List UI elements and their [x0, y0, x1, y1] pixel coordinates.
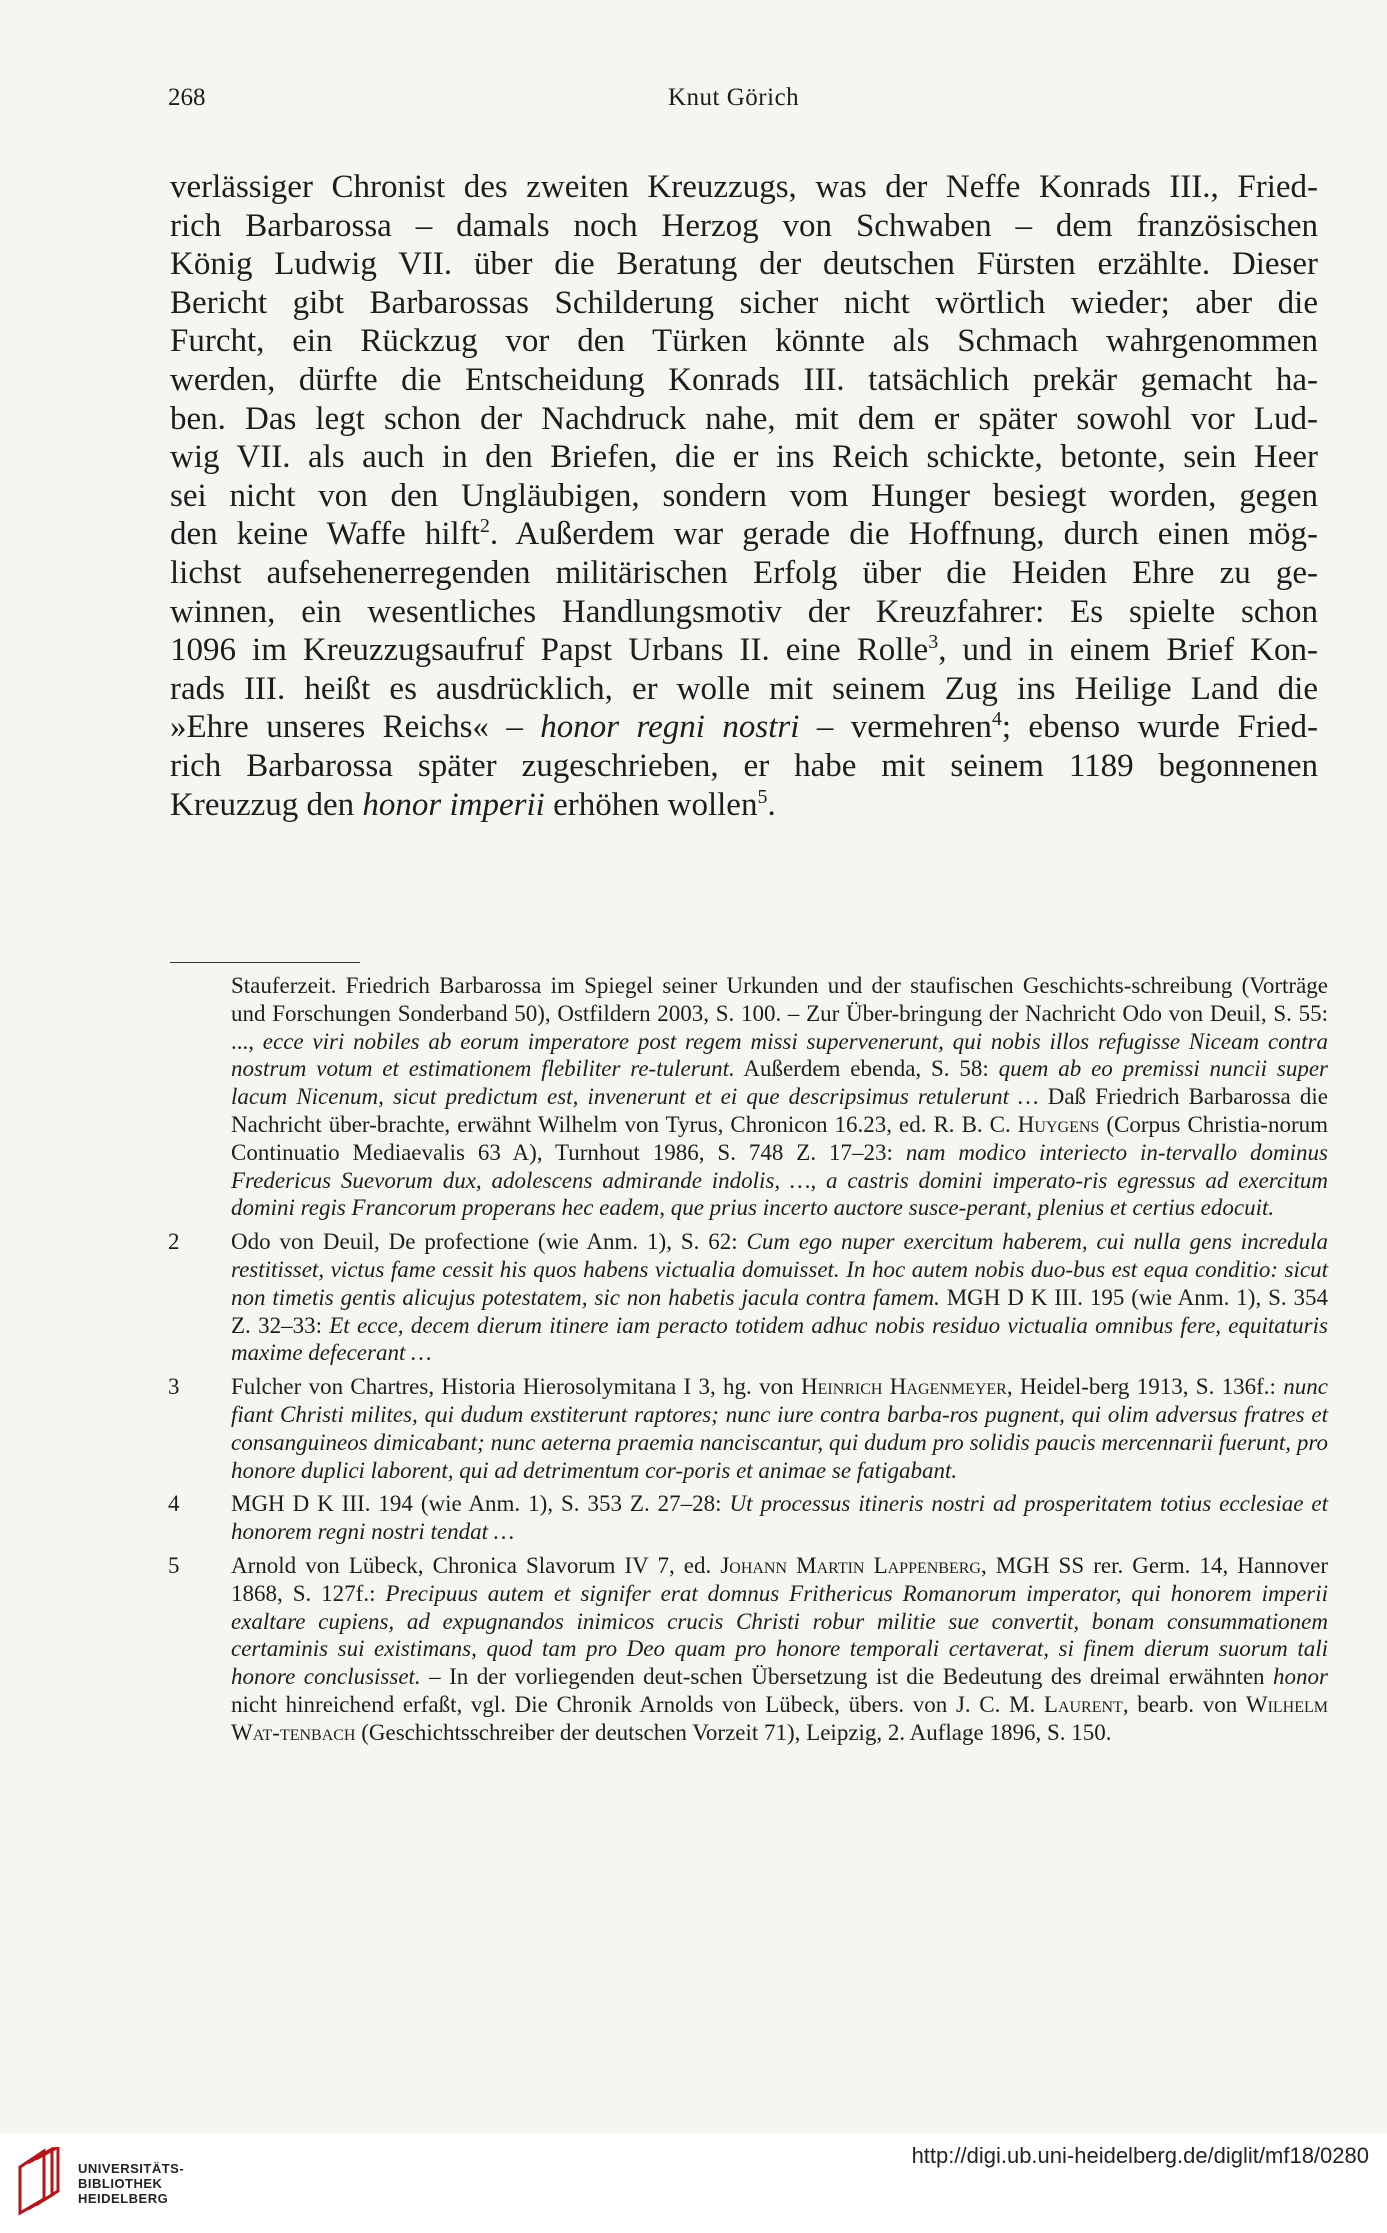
- text-run: den keine Waffe hilft: [170, 516, 480, 553]
- footnote-ref-3[interactable]: 3: [928, 631, 939, 654]
- note-text: – In der vorliegenden deut-schen Übersetzung ist die Bedeutung des dreimal erwähnten: [420, 1664, 1274, 1690]
- text-run: »Ehre unseres Reichs« –: [170, 709, 541, 746]
- text-run: Kreuzzug den: [170, 786, 363, 823]
- text-line: Furcht, ein Rückzug vor den Türken könnte als Schmach wahrgenommen: [170, 323, 1318, 360]
- footnote-number: 2: [168, 1229, 180, 1255]
- note-text: (Geschichtsschreiber der deutschen Vorzeit 71), Leipzig, 2. Auflage 1896, S. 150.: [355, 1719, 1112, 1745]
- note-text: , Heidel-berg 1913, S. 136f.:: [1006, 1374, 1284, 1400]
- note-quote: nam modico interiecto in-tervallo dominus Fredericus Suevorum dux, adolescens admirande indolis, …, a castris domini imperato-ris egressus ad exercitum domini regis Francorum properans hec eadem, que prius incerto auctore susce-perant, plenius et certius edocuit.: [231, 1139, 1328, 1221]
- note-quote: Et ecce, decem dierum itinere iam peracto totidem adhuc nobis residuo victualia omnibus fere, equitaturis maxime defecerant …: [231, 1312, 1328, 1366]
- footnote-ref-5[interactable]: 5: [757, 785, 768, 808]
- note-quote: ecce viri nobiles ab eorum imperatore post regem missi supervenerunt, qui nobis illos refugisse Niceam contra nostrum votum et estimationem flebiliter re-tulerunt.: [231, 1028, 1328, 1082]
- text-line: verlässiger Chronist des zweiten Kreuzzugs, was der Neffe Konrads III., Fried-: [170, 169, 1318, 205]
- note-text: , bearb. von: [1122, 1691, 1246, 1717]
- text-line: [170, 515, 1318, 554]
- note-quote: honor: [1273, 1664, 1328, 1690]
- note-editor: Wilhelm Wat-tenbach: [231, 1691, 1328, 1745]
- note-text: Fulcher von Chartres, Historia Hierosolymitana I 3, hg. von: [231, 1374, 801, 1400]
- note-editor: Huygens: [1017, 1111, 1100, 1137]
- note-quote: Cum ego nuper exercitum haberem, cui nulla gens incredula restitisset, victus fame cessit his quos habens victualia domuisset. In hoc autem nobis duo-bus est equa conditio: sicut non timetis gentis alicujus potestatem, sic non habetis jacula contra famem.: [231, 1229, 1328, 1310]
- page-number: 268: [168, 84, 206, 111]
- text-line: werden, dürfte die Entscheidung Konrads III. tatsächlich prekär gemacht ha-: [170, 361, 1318, 398]
- footnote-5: [168, 1552, 1328, 1747]
- footer-bar: [0, 2133, 1387, 2233]
- note-quote: quem ab eo premissi nuncii super lacum Nicenum, sicut predictum est, invenerunt et ei que descripsimus retulerunt …: [231, 1056, 1328, 1110]
- note-text: Stauferzeit. Friedrich Barbarossa im Spiegel seiner Urkunden und der staufischen Geschichts-schreibung (Vorträge und Forschungen Sonderband 50), Ostfildern 2003, S. 100. – Zur Über-bringung der Nachricht Odo von Deuil, S. 55: ...,: [231, 973, 1328, 1054]
- library-name-line: UNIVERSITÄTS-: [78, 2161, 185, 2176]
- note-text: , MGH SS rer. Germ. 14, Hannover 1868, S. 127f.:: [231, 1552, 1328, 1606]
- text-run: , und in einem Brief Kon-: [938, 632, 1318, 669]
- note-editor: Laurent: [1043, 1691, 1123, 1717]
- text-line: rich Barbarossa später zugeschrieben, er habe mit seinem 1189 begonnenen: [170, 747, 1318, 784]
- text-run: 1096 im Kreuzzugsaufruf Papst Urbans II. eine Rolle: [170, 632, 929, 669]
- text-line: wig VII. als auch in den Briefen, die er ins Reich schickte, betonte, sein Heer: [170, 439, 1318, 476]
- text-line: rads III. heißt es ausdrücklich, er wolle mit seinem Zug ins Heilige Land die: [170, 670, 1318, 707]
- text-line: [170, 786, 1318, 825]
- main-text: [170, 168, 1318, 824]
- footnote-4: [168, 1490, 1328, 1546]
- italic-phrase: honor imperii: [362, 786, 545, 823]
- text-line: König Ludwig VII. über die Beratung der deutschen Fürsten erzählte. Dieser: [170, 246, 1318, 283]
- footnote-number: 5: [168, 1552, 180, 1578]
- running-head-author: Knut Görich: [668, 84, 800, 111]
- note-text: Daß Friedrich Barbarossa die Nachricht über-brachte, erwähnt Wilhelm von Tyrus, Chronicon 16.23, ed. R. B. C.: [231, 1084, 1328, 1137]
- footnote-3: [168, 1373, 1328, 1484]
- footnote-ref-4[interactable]: 4: [991, 708, 1002, 731]
- text-line: lichst aufsehenerregenden militärischen Erfolg über die Heiden Ehre zu ge-: [170, 554, 1318, 591]
- text-line: rich Barbarossa – damals noch Herzog von Schwaben – dem französischen: [170, 207, 1318, 244]
- text-run: erhöhen wollen: [544, 786, 758, 823]
- library-name-line: BIBLIOTHEK: [78, 2176, 163, 2191]
- footnote-divider: [170, 962, 360, 963]
- note-text: (Corpus Christia-norum Continuatio Mediaevalis 63 A), Turnhout 1986, S. 748 Z. 17–23:: [231, 1111, 1328, 1165]
- text-line: [170, 708, 1318, 747]
- note-text: Arnold von Lübeck, Chronica Slavorum IV 7, ed.: [231, 1552, 721, 1578]
- running-head: [168, 84, 1287, 124]
- note-quote: Precipuus autem et signifer erat domnus Frithericus Romanorum imperator, qui honorem imperii exaltare cupiens, ad expugnandos inimicos crucis Christi robur militie sue convertit, bonam consummationem certaminis sui existimans, quod tam pro Deo quam pro honore temporali certaverat, si finem dierum suorum tali honore conclusisset.: [231, 1580, 1329, 1690]
- note-text: nicht hinreichend erfaßt, vgl. Die Chronik Arnolds von Lübeck, übers. von J. C. M.: [231, 1691, 1044, 1717]
- library-name: [78, 2161, 184, 2206]
- text-line: sei nicht von den Ungläubigen, sondern vom Hunger besiegt worden, gegen: [170, 477, 1318, 514]
- text-run: . Außerdem war gerade die Hoffnung, durch einen mög-: [489, 516, 1318, 553]
- footnote-number: 4: [168, 1491, 180, 1517]
- footnotes: [168, 972, 1328, 1747]
- text-line: Bericht gibt Barbarossas Schilderung sicher nicht wörtlich wieder; aber die: [170, 284, 1318, 321]
- text-line: [170, 631, 1318, 670]
- text-run: .: [767, 786, 776, 823]
- text-run: ; ebenso wurde Fried-: [1001, 709, 1319, 746]
- note-text: Odo von Deuil, De profectione (wie Anm. 1), S. 62:: [231, 1229, 747, 1255]
- note-editor: Johann Martin Lappenberg: [720, 1552, 981, 1578]
- footnote-ref-2[interactable]: 2: [479, 515, 490, 538]
- footnote-number: 3: [168, 1374, 180, 1400]
- note-text: Außerdem ebenda, S. 58:: [734, 1056, 999, 1082]
- library-name-line: HEIDELBERG: [78, 2191, 169, 2206]
- note-text: MGH D K III. 195 (wie Anm. 1), S. 354 Z. 32–33:: [231, 1284, 1329, 1338]
- text-line: winnen, ein wesentliches Handlungsmotiv der Kreuzfahrer: Es spielte schon: [170, 593, 1318, 630]
- text-line: ben. Das legt schon der Nachdruck nahe, mit dem er später sowohl vor Lud-: [170, 400, 1318, 437]
- italic-phrase: honor regni nostri: [540, 709, 800, 746]
- note-quote: nunc fiant Christi milites, qui dudum exstiterunt raptores; nunc iure contra barba-ros pugnent, qui olim adversus fratres et consanguineos dimicabant; nunc aeterna praemia nanciscantur, qui dudum pro solidis paucis mercennarii fuerunt, pro honore duplici laborent, qui ad detrimentum cor-poris et animae se fatigabant.: [231, 1374, 1328, 1483]
- note-text: MGH D K III. 194 (wie Anm. 1), S. 353 Z. 27–28:: [231, 1491, 730, 1517]
- footnote-2: [168, 1228, 1328, 1367]
- library-logo-icon[interactable]: [14, 2147, 62, 2217]
- source-url-link[interactable]: http://digi.ub.uni-heidelberg.de/diglit/mf18/0280: [911, 2143, 1369, 2168]
- note-quote: Ut processus itineris nostri ad prosperitatem totius ecclesiae et honorem regni nostri tendat …: [231, 1491, 1328, 1545]
- note-editor: Heinrich Hagenmeyer: [800, 1374, 1007, 1400]
- footnote-continued: [168, 972, 1328, 1222]
- text-run: – vermehren: [799, 709, 992, 746]
